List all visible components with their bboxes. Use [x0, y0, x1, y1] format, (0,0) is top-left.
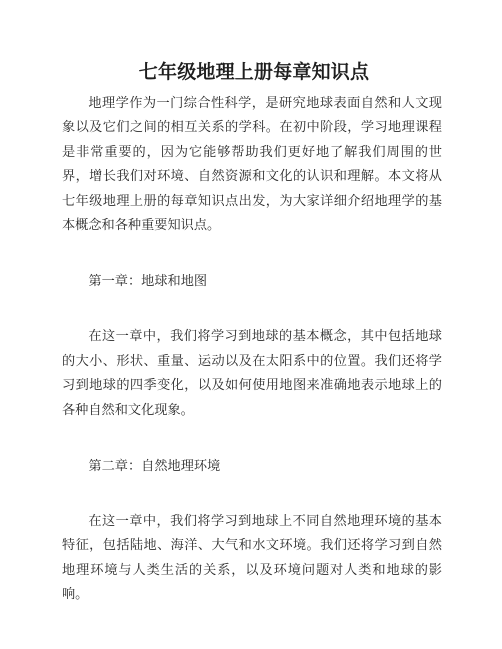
- intro-paragraph: 地理学作为一门综合性科学，是研究地球表面自然和人文现象以及它们之间的相互关系的学科。在初中阶段，学习地理课程是非常重要的，因为它能够帮助我们更好地了解我们周围的世界，增长我们对环境、自然资源和文化的认识和理解。本文将从七年级地理上册的每章知识点出发，为大家详细介绍地理学的基本概念和各种重要知识点。: [62, 96, 442, 234]
- chapter-2-heading: 第二章：自然地理环境: [88, 459, 221, 475]
- chapter-2-paragraph: 在这一章中，我们将学习到地球上不同自然地理环境的基本特征，包括陆地、海洋、大气和水文环境。我们还将学习到自然地理环境与人类生活的关系，以及环境问题对人类和地球的影响。: [62, 514, 442, 603]
- document-title: 七年级地理上册每章知识点: [138, 61, 370, 83]
- chapter-1-heading: 第一章：地球和地图: [88, 274, 208, 290]
- chapter-1-paragraph: 在这一章中，我们将学习到地球的基本概念，其中包括地球的大小、形状、重量、运动以及在太阳系中的位置。我们还将学习到地球的四季变化，以及如何使用地图来准确地表示地球上的各种自然和文化现象。: [62, 329, 442, 418]
